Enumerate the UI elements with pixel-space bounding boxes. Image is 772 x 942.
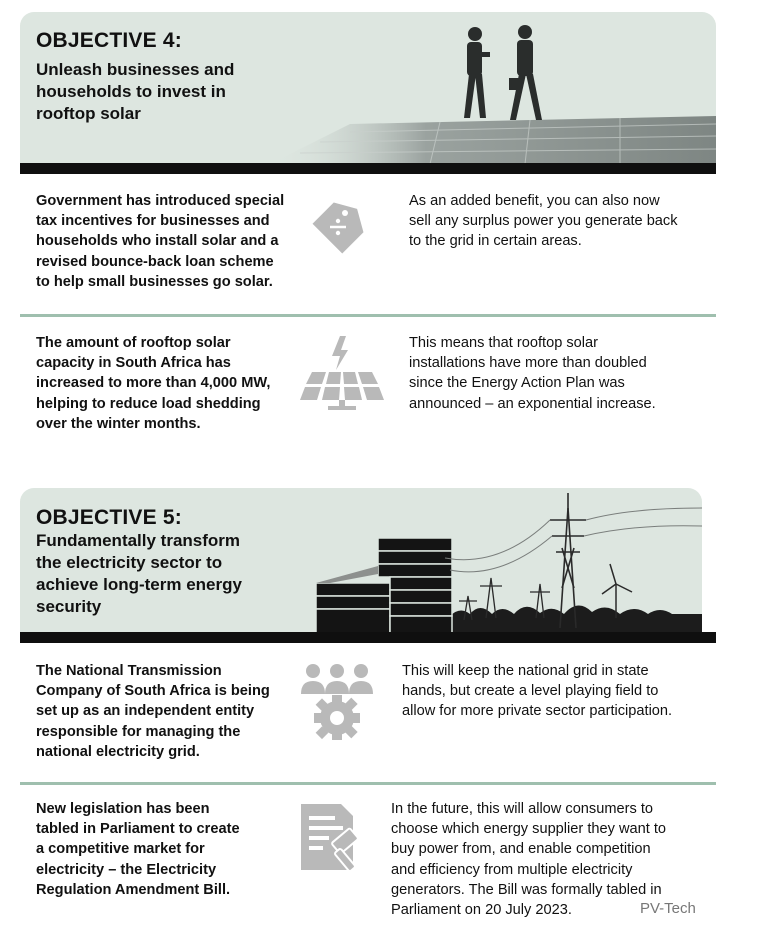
rooftop-capacity-text: The amount of rooftop solar capacity in South Africa has increased to more than 4,000 MW, helping to reduce load shedding over the winter months. <box>36 335 271 432</box>
future-competition-text: In the future, this will allow consumers to choose which energy supplier they want to buy power from, and enable competition and efficiency from multiple electricity generators. The Bill was formally tabled in Parliament on 20 July 2023. <box>391 801 667 919</box>
objective4-divider <box>20 314 716 317</box>
tax-incentives-text: Government has introduced special tax incentives for businesses and households who install solar and a revised bounce-back loan scheme to help small businesses go solar. <box>36 193 285 290</box>
objective4-title: OBJECTIVE 4: <box>36 29 182 52</box>
pv-tech-watermark: PV-Tech <box>640 900 696 917</box>
objective5-bar <box>20 632 716 643</box>
transmission-company-text: The National Transmission Company of South Africa is being set up as an independent entity responsible for managing the national electricity grid. <box>36 663 270 760</box>
state-hands-text: This will keep the national grid in state hands, but create a level playing field to allow for more private sector participation. <box>402 663 673 720</box>
surplus-power-text: As an added benefit, you can also now sell any surplus power you generate back to the grid in certain areas. <box>409 193 678 250</box>
objective5-divider <box>20 782 716 785</box>
solar-panel-lightning-icon <box>300 334 384 412</box>
installations-doubled-text: This means that rooftop solar installations have more than doubled since the Energy Action Plan was announced – an exponential increase. <box>409 335 656 412</box>
objective4-subtitle: Unleash businesses and households to invest in rooftop solar <box>36 60 235 123</box>
people-gear-icon <box>297 662 377 740</box>
objective5-subtitle: Fundamentally transform the electricity sector to achieve long-term energy security <box>36 531 242 616</box>
objective4-bar <box>20 163 716 174</box>
objective5-title: OBJECTIVE 5: <box>36 506 182 529</box>
legislation-text: New legislation has been tabled in Parliament to create a competitive market for electricity – the Electricity Regulation Amendment Bill. <box>36 801 240 898</box>
document-gavel-icon <box>297 800 371 874</box>
percent-tag-icon <box>303 193 373 263</box>
